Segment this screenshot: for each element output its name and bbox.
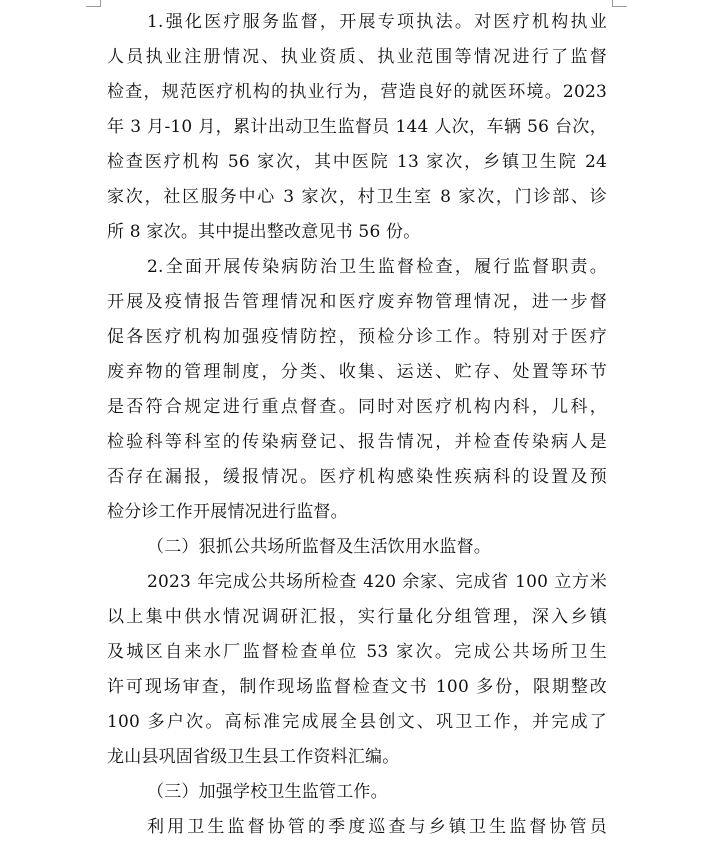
text-line: 开展及疫情报告管理情况和医疗废弃物管理情况，进一步督 (107, 292, 607, 312)
document-body (107, 5, 607, 845)
text-line: 及城区自来水厂监督检查单位 53 家次。完成公共场所卫生 (107, 642, 607, 662)
text-line: 100 多户次。高标准完成展全县创文、巩卫工作，并完成了 (107, 712, 607, 732)
text-line: 检查，规范医疗机构的执业行为，营造良好的就医环境。2023 (107, 82, 607, 102)
text-line: 龙山县巩固省级卫生县工作资料汇编。 (107, 747, 400, 767)
text-line: 许可现场审查，制作现场监督检查文书 100 多份，限期整改 (107, 677, 607, 697)
section-heading: （二）狠抓公共场所监督及生活饮用水监督。 (147, 537, 491, 557)
text-line: 所 8 家次。其中提出整改意见书 56 份。 (107, 222, 421, 242)
section-heading: （三）加强学校卫生监管工作。 (147, 782, 388, 802)
text-line: 检验科等科室的传染病登记、报告情况，并检查传染病人是 (107, 432, 607, 452)
margin-corner-mark-left (86, 0, 101, 7)
text-line: 是否符合规定进行重点督查。同时对医疗机构内科，儿科， (107, 397, 607, 417)
text-line: 以上集中供水情况调研汇报，实行量化分组管理，深入乡镇 (107, 607, 607, 627)
text-line: 年 3 月-10 月，累计出动卫生监督员 144 人次，车辆 56 台次， (107, 117, 607, 137)
text-line: 检查医疗机构 56 家次，其中医院 13 家次，乡镇卫生院 24 (107, 152, 607, 172)
text-line: 否存在漏报，缓报情况。医疗机构感染性疾病科的设置及预 (107, 467, 607, 487)
text-line: 促各医疗机构加强疫情防控，预检分诊工作。特别对于医疗 (107, 327, 607, 347)
text-line: 利用卫生监督协管的季度巡查与乡镇卫生监督协管员 (147, 817, 607, 837)
text-line: 1.强化医疗服务监督，开展专项执法。对医疗机构执业 (147, 12, 607, 32)
text-line: 2.全面开展传染病防治卫生监督检查，履行监督职责。 (147, 257, 607, 277)
text-line: 家次，社区服务中心 3 家次，村卫生室 8 家次，门诊部、诊 (107, 187, 607, 207)
text-line: 检分诊工作开展情况进行监督。 (107, 502, 348, 522)
text-line: 2023 年完成公共场所检查 420 余家、完成省 100 立方米 (147, 572, 607, 592)
text-line: 废弃物的管理制度，分类、收集、运送、贮存、处置等环节 (107, 362, 607, 382)
margin-corner-mark-right (612, 0, 627, 7)
text-line: 人员执业注册情况、执业资质、执业范围等情况进行了监督 (107, 47, 607, 67)
